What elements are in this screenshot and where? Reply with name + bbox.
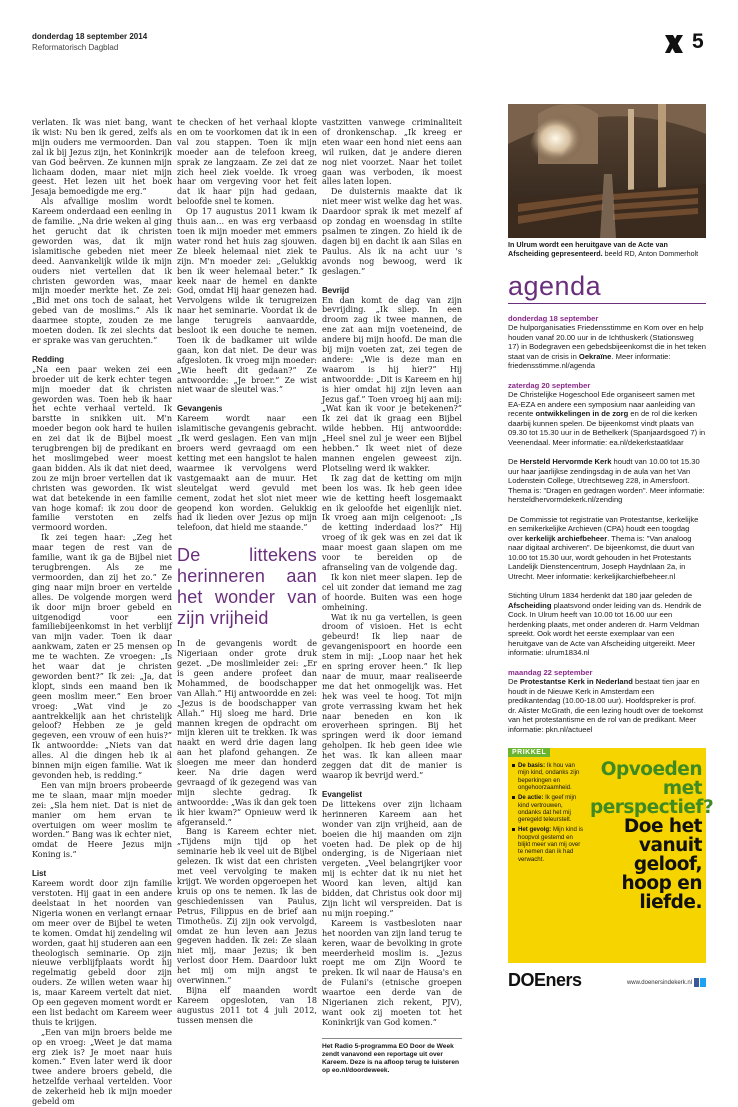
- paragraph: Als afvallige moslim wordt Kareem onderdaad een eenling in de familie. „Na drie weken al ging het gerucht dat ik christen geworden was, dat ik mijn islamitische gebeden niet meer deed. Aanvankelijk wilde ik mijn ouders niet vertellen dat ik christen geworden was, maar mijn moeder merkte het. Ze zei: „Bid met ons toch de salaat, het gebed van de moslims.” Als ik daarmee stopte, zouden ze me moeten doden. Ik zei slechts dat er sprake was van geruchten.”: [32, 197, 172, 345]
- agenda-text: . Meer informatie: friedensstimme.nl/agenda: [508, 351, 671, 371]
- agenda-item: [508, 314, 706, 371]
- agenda-sidebar: [508, 104, 714, 996]
- article-column-2: [177, 118, 317, 1026]
- ad-point-text: Mijn kind is hoopvol gestemd en blijkt meer van mij over te nemen dan ik had verwacht.: [518, 826, 584, 863]
- paragraph: te checken of het verhaal klopte en om te voorkomen dat ik in een val zou stappen. Toen ik mijn moeder aan de telefoon kreeg, sprak ze langzaam. Ze zei dat ze zich heel ziek voelde. Ik vroeg haar om vergeving voor het feit dat ik haar pijn had gedaan, beloofde snel te komen.: [177, 118, 317, 207]
- newspaper-name: Reformatorisch Dagblad: [32, 43, 119, 52]
- paragraph: Ik zag dat de ketting om mijn been los was. Ik heb geen idee wie de ketting heeft losgemaakt en ik geloofde het eigenlijk niet. Ik vroeg aan mijn celgenoot: „Is de ketting inderdaad los?” Hij vroeg of ik gek was en zei dat ik maar moest gaan slapen om me voor te bereiden op de afranseling van de volgende dag.: [322, 473, 462, 572]
- paragraph: vastzitten vanwege criminaliteit of dronkenschap. „Ik kreeg er eten waar een hond niet eens aan wil ruiken, dat je andere dieren nog niet voorzet. Naar het toilet gaan was verboden, ik moest alles laten lopen.: [322, 118, 462, 187]
- agenda-highlight: kerkelijk archiefbeheer: [524, 533, 608, 543]
- ad-headline-answer: Doe het vanuit geloof, hoop en liefde.: [621, 816, 702, 914]
- agenda-day: zaterdag 20 september: [508, 380, 591, 390]
- subheading-redding: Redding: [32, 354, 64, 364]
- ad-tag: PRIKKEL: [508, 748, 550, 757]
- agenda-item: [508, 515, 706, 582]
- agenda-text: plaatsvond onder leiding van ds. Hendrik de Cock. In Ulrum heeft van 10.00 tot 16.00 uur een herdenking plaats, met onder anderen dr. Harm Veldman spreekt. Ook wordt het eerste exemplaar van een heruitgave van de Acte van Afscheiding uitgereikt. Meer informatie: ulrum1834.nl: [508, 600, 702, 658]
- ad-point-text: Ik geef mijn kind vertrouwen, ondanks dat het mij geregeld teleurstelt.: [518, 794, 577, 824]
- agenda-text: bestaat tien jaar en houdt in de Nieuwe Kerk in Amsterdam een predikantendag (10.00-18.00 uur). Hoofdspreker is prof. dr. Alister McGrath, die een lezing houdt over de toekomst van het protestantisme en de rol van de predikant. Meer informatie: pkn.nl/actueel: [508, 677, 704, 734]
- church-interior-photo: [508, 104, 706, 238]
- paragraph: Bijna elf maanden wordt Kareem opgesloten, van 18 augustus 2011 tot 4 juli 2012, tussen mensen die: [177, 985, 317, 1025]
- ad-point-label: De actie:: [518, 794, 546, 802]
- paragraph: In de gevangenis wordt de Nigeriaan onder grote druk gezet. „De moslimleider zei: „Er is geen andere profeet dan Mohammed, de boodschapper van Allah.” Hij antwoordde en zei: „Jezus is de boodschapper van Allah.” Hij sloeg me hard. Drie mannen kregen de opdracht om mijn kleren uit te trekken. Ik was naakt en werd drie dagen lang aan het plafond gehangen. Ze sloegen me meer dan honderd keer. Na drie dagen werd gevraagd of ik gezegend was van mijn slechte gedrag. Ik antwoordde: „Was ik dan gek toen ik hier kwam?” Opnieuw werd ik afgeranseld.”: [177, 639, 317, 827]
- ad-headline-question: Opvoeden met perspectief?: [590, 759, 714, 819]
- article-column-3: [322, 118, 462, 1075]
- caption-text: In Ulrum wordt een heruitgave van de Acte van Afscheiding gepresenteerd.: [508, 240, 668, 258]
- paragraph: Kareem is vastbesloten naar het noorden van zijn land terug te keren, waar de bevolking in grote meerderheid moslim is. „Jezus roept me om Zijn Woord te preken. Ik wil naar de Hausa's en de Fulani's (etnische groepen waartoe een derde van de Nigerianen zich rekent, PJV), want ook zij moeten tot het Koninkrijk van God komen.”: [322, 918, 462, 1027]
- agenda-text: en de rol die kerken daarbij kunnen spelen. De bijeenkomst vindt plaats van 09.30 tot 15.30 uur in de Bethelkerk (Spanjaardsgoed 7) in Veenendaal. Meer informatie: ea.nl/dekerkstaatklaar: [508, 409, 706, 447]
- agenda-highlight: ontwikkelingen in de zorg: [535, 409, 629, 419]
- paragraph: Ik kon niet meer slapen. Iep de cel uit zonder dat iemand me zag of hoorde. Buiten was een hoge omheining.: [322, 572, 462, 612]
- agenda-text: De: [508, 677, 520, 687]
- agenda-text: houdt van 10.00 tot 15.30 uur haar jaarlijkse zendingsdag in de aula van het Van Lodenstein College, Utrechtseweg 228, in Amersfoort. Thema is: "Dragen en gedragen worden". Meer informatie: hersteldhervormdekerk.nl/zending: [508, 457, 705, 505]
- brand-name: DOEners: [508, 970, 582, 991]
- agenda-item: [508, 591, 706, 658]
- paragraph: En dan komt de dag van zijn bevrijding. „Ik sliep. In een droom zag ik twee mannen, de ene zat aan mijn voeteneind, de andere bij mijn hoofd. De man die bij mijn voeten zat, zei tegen de andere: „Wie is deze man en waarom is hij hier?” Hij antwoordde: „Dit is Kareem en hij is hier omdat hij zijn leven aan Jezus gaf.” Toen vroeg hij aan mij: „Wat kan ik voor je betekenen?” Ik zei dat ik graag een Bijbel wilde hebben. Hij antwoordde: „Heel snel zul je weer een Bijbel hebben.” Ik weet niet of deze mannen engelen geweest zijn. Plotseling werd ik wakker.: [322, 295, 462, 473]
- ad-point-label: Het gevolg:: [518, 826, 553, 834]
- agenda-title: agenda: [508, 271, 706, 304]
- paragraph: De littekens over zijn lichaam herinneren Kareem aan het wonder van zijn vrijheid, aan de boeien die hij maanden om zijn voeten had. De plek op de hij onderging, is de Nigeriaan niet vergeten. „Veel belangrijker voor mij is echter dat ik nu niet het Woord kan leven, altijd kan bidden, dat Christus ook door mij Zijn licht wil verspreiden. Dat is nu mijn roeping.”: [322, 799, 462, 918]
- paragraph: De duisternis maakte dat ik niet meer wist welke dag het was. Daardoor sprak ik met mezelf af op zondag en woensdag in stilte psalmen te zingen. Zo hield ik de dagen bij en dacht ik aan Silas en Paulus. Als ik na acht uur 's avonds nog bewoog, werd ik geslagen.”: [322, 187, 462, 276]
- pull-quote: De littekens herinneren aan het wonder van zijn vrijheid: [177, 545, 317, 629]
- paragraph: Een van mijn broers probeerde me te slaan, maar mijn moeder zei: „Sla hem niet. Dat is niet de manier om hem ervan te overtuigen om weer moslim te worden.” Bang was ik echter niet, omdat de Heere Jezus mijn Koning is.”: [32, 780, 172, 860]
- paragraph: Kareem wordt door zijn familie verstoten. Hij gaat in een andere deelstaat in het noorden van Nigeria wonen en verlangt ernaar om meer over de Bijbel te weten te komen. Omdat hij zendeling wil worden, gaat hij studeren aan een theologisch seminarie. Op zijn nieuwe verblijfplaats wordt hij regelmatig gebeld door zijn ouders. Ze willen weten waar hij is, maar Kareem vertelt dat niet. Op een gegeven moment wordt er een list bedacht om Kareem weer thuis te krijgen.: [32, 879, 172, 1027]
- agenda-text: De Commissie tot registratie van Protestantse, kerkelijke en semikerkelijke Archieven (CPA) houdt een toogdag over: [508, 514, 699, 543]
- ad-point: [512, 762, 586, 791]
- agenda-highlight: Protestantse Kerk in Nederland: [519, 677, 633, 687]
- subheading-evangelist: Evangelist: [322, 789, 363, 799]
- doeners-advertisement[interactable]: [508, 748, 714, 996]
- agenda-text: De hulporganisaties Friedensstimme en Kom over en help houden vanaf 20.00 uur in de Ichthuskerk (Stationsweg 17) in Bodegraven een gebedsbijeenkomst die in het teken staat van de crisis in: [508, 323, 706, 361]
- paragraph: Kareem wordt naar een islamitische gevangenis gebracht. „Ik werd geslagen. Een van mijn broers werd gevraagd om een ketting met een hangslot te halen waarmee ik vervolgens werd vastgemaakt aan de muur. Het sleutelgat werd gevuld met cement, zodat het slot niet meer geopend kon worden. Gelukkig had ik lieden over Jezus op mijn telefoon, dat hield me staande.”: [177, 414, 317, 533]
- subheading-list: List: [32, 869, 47, 879]
- paragraph: Ik zei tegen haar: „Zeg het maar tegen de rest van de familie, want ik ga de Bijbel niet terugbrengen. Als ze me vermoorden, dan zij het zo.” Ze ging naar mijn broer en vertelde alles. De volgende morgen werd ik door mijn broer gebeld en uitgenodigd voor een familiebijeenkomst in het verblijf van mijn vader. Toen ik daar aankwam, zaten er 25 mensen op me te wachten. Ze vroegen: „Is het waar dat je christen geworden bent?” Ik zei: „Ja, dat klopt, sinds een maand ben ik geen moslim meer.” Een broer vroeg: „Wat vind je zo aantrekkelijk aan het christelijk geloof? Hebben ze je geld gegeven, een vrouw of een huis?” Ik antwoordde: „Niets van dat alles. Al die dingen heb ik al binnen mijn eigen familie. Wat ik gevonden heb, is redding.”: [32, 533, 172, 780]
- agenda-day: maandag 22 september: [508, 667, 593, 677]
- ad-point-text: Ik hou van mijn kind, ondanks zijn beperkingen en ongehoorzaamheid.: [518, 762, 580, 791]
- agenda-day: donderdag 18 september: [508, 313, 599, 323]
- paragraph: Op 17 augustus 2011 kwam ik thuis aan… en was erg verbaasd toen ik mijn moeder met emmers water rond het huis zag sjouwen. Ze bleek helemaal niet ziek te zijn. M'n moeder zei: „Gelukkig ben ik weer helemaal beter.” Ik keek naar de hemel en dankte God, omdat Hij haar genezen had. Vervolgens wilde ik terugreizen naar het seminarie. Voordat ik de lange terugreis aanvaardde, besloot ik een douche te nemen. Toen ik de badkamer uit wilde gaan, kon dat niet. De deur was afgesloten. Ik vroeg mijn moeder: „Wie heeft dit gedaan?” Ze antwoordde: „Je broer.” Ze wist niet waar de sleutel was.”: [177, 207, 317, 395]
- agenda-text: De Christelijke Hogeschool Ede organiseert samen met EA-EZA en andere een symposium naar aanleiding van recente: [508, 390, 696, 419]
- photo-caption: [508, 241, 706, 259]
- agenda-item: [508, 457, 706, 505]
- radio-credit-note: Het Radio 5-programma EO Door de Week zendt vanavond een reportage uit over Kareem. Deze is na afloop terug te luisteren op eo.nl/doordeweek.: [322, 1038, 462, 1075]
- agenda-highlight: Afscheiding: [508, 600, 552, 610]
- ad-footer: [508, 968, 706, 994]
- paragraph: Wat ik nu ga vertellen, is geen droom of visioen. Het is echt gebeurd! Ik liep naar de gevangenispoort en hoorde een stem in mij: „Loop naar het hek en spring erover heen.” Ik liep naar de muur, maar realiseerde me dat het onmogelijk was. Het hek was veel te hoog. Tot mijn grote verrassing kwam het hek naar beneden en kon ik eroverheen springen. Bij het springen werd ik door iemand geholpen. Ik heb geen idee wie het was. Ik kan alleen maar zeggen dat dit de manier is waarop ik bevrijd werd.”: [322, 612, 462, 780]
- agenda-text: . Thema is: "Van analoog naar digitaal archiveren". De bijeenkomst, die duurt van 10.00 tot 15.30 uur, wordt gehouden in het Protestants Landelijk Dienstencentrum, Joseph Haydnlaan 2a, in Utrecht. Meer informatie: kerkelijkarchiefbeheer.nl: [508, 533, 695, 581]
- social-media-icon[interactable]: [694, 978, 706, 987]
- doeners-logo: [508, 970, 582, 991]
- ad-points: [508, 762, 586, 866]
- agenda-list: [508, 314, 706, 735]
- photo-credit: beeld RD, Anton Dommerholt: [604, 248, 699, 258]
- agenda-text: Stichting Ulrum 1834 herdenkt dat 180 jaar geleden de: [508, 591, 693, 601]
- page-header: [32, 32, 706, 62]
- article-column-1: [32, 118, 172, 1107]
- agenda-highlight: Hersteld Hervormde Kerk: [519, 457, 612, 467]
- paragraph: verlaten. Ik was niet bang, want ik wist: Nu ben ik gered, zelfs als mijn ouders me vermoorden. Dan zal ik bij Jezus zijn, het Koninkrijk van God beërven. Ze kunnen mijn lichaam doden, maar niet mijn geest. Het lezen uit het boek Jesaja bemoedigde me erg.”: [32, 118, 172, 197]
- ad-point-label: De basis:: [518, 762, 547, 770]
- paragraph: „Een van mijn broers belde me op en vroeg: „Weet je dat mama erg ziek is? Je moet naar huis komen.” Even later werd ik door twee andere broers gebeld, die hetzelfde verhaal vertelden. Voor de zekerheid heb ik mijn moeder gebeld om: [32, 1027, 172, 1107]
- agenda-highlight: Oekraïne: [578, 351, 612, 361]
- ad-headline: [590, 759, 714, 914]
- ad-point: [512, 826, 586, 862]
- subheading-bevrijd: Bevrijd: [322, 285, 350, 295]
- ad-point: [512, 794, 586, 823]
- subheading-gevangenis: Gevangenis: [177, 404, 223, 414]
- agenda-text: De: [508, 457, 520, 467]
- agenda-item: [508, 381, 706, 448]
- ad-url[interactable]: www.doenersindekerk.nl: [626, 980, 692, 987]
- issue-date: donderdag 18 september 2014: [32, 32, 148, 41]
- paragraph: Bang is Kareem echter niet. „Tijdens mijn tijd op het seminarie heb ik veel uit de Bijbel gelezen. Ik wist dat een christen met veel vervolging te maken krijgt. We worden opgeroepen het kruis op ons te nemen. Ik las de geschiedenissen van Paulus, Petrus, Filippus en de brief aan Timotheüs. Zij zijn ook vervolgd, omdat ze hun leven aan Jezus gegeven hadden. Ik zei: Ze slaan niet mij, maar Jezus; ik ben verlost door Hem. Daardoor lukt het mij om mijn angst te overwinnen.”: [177, 827, 317, 986]
- agenda-item: [508, 668, 706, 735]
- paragraph: „Na een paar weken zei een broeder uit de kerk echter tegen mijn moeder dat ik christen geworden was. Toen heb ik haar het echte verhaal verteld. Ik barstte in snikken uit. M'n moeder begon ook hard te huilen en zei dat ik de Bijbel moest terugbrengen bij de predikant en het moslimgebed weer moest gaan bidden. Als ik dat niet deed, zou ze mijn broer vertellen dat ik christen was geworden. Ik wist wat dat betekende in een familie van hoge komaf: ik zou door de familie verstoten en zelfs vermoord worden.: [32, 364, 172, 533]
- rd-x-logo-icon: [663, 33, 685, 55]
- page-number: 5: [692, 30, 704, 53]
